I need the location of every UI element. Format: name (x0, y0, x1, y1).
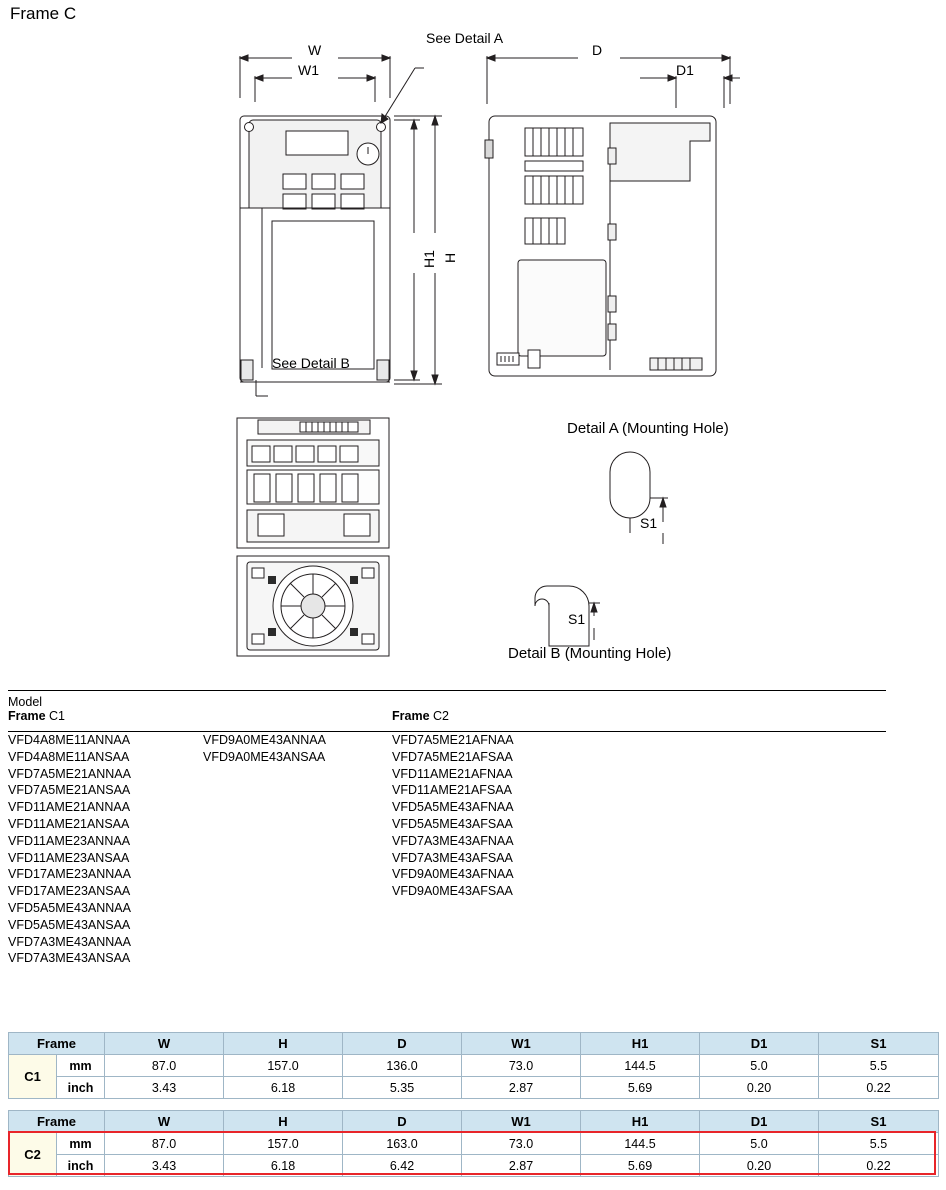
list-item: VFD7A3ME43ANNAA (8, 934, 131, 949)
c1-inch-w1: 2.87 (462, 1077, 581, 1099)
list-item: VFD7A5ME21ANSAA (8, 783, 131, 798)
list-item: VFD5A5ME43ANNAA (8, 900, 131, 915)
c2-frame-cell: C2 (9, 1133, 57, 1177)
c2-mm-h1: 144.5 (581, 1133, 700, 1155)
list-item: VFD7A5ME21ANNAA (8, 766, 131, 781)
dimension-label-h: H (442, 252, 458, 263)
c1-col-w1: W1 (462, 1033, 581, 1055)
list-item: VFD7A3ME43AFSAA (392, 850, 513, 865)
table-row (9, 1077, 939, 1099)
list-item: VFD5A5ME43AFSAA (392, 816, 513, 831)
c2-mm-d: 163.0 (343, 1133, 462, 1155)
model-column-c1-b (203, 732, 326, 766)
see-detail-b-label: See Detail B (272, 355, 350, 371)
c2-col-w1: W1 (462, 1111, 581, 1133)
spec-table-c1 (8, 1032, 939, 1099)
model-column-c1-a (8, 732, 131, 967)
list-item: VFD7A5ME21AFSAA (392, 749, 513, 764)
model-column-c2 (392, 732, 514, 900)
c1-mm-h1: 144.5 (581, 1055, 700, 1077)
c1-mm-d: 136.0 (343, 1055, 462, 1077)
c2-inch-d: 6.42 (343, 1155, 462, 1177)
dimension-label-d1: D1 (676, 62, 694, 78)
table-row (9, 1033, 939, 1055)
list-item: VFD11AME23ANSAA (8, 850, 130, 865)
mechanical-drawing (0, 28, 946, 678)
model-columns (8, 732, 938, 988)
detail-a-s1-label: S1 (640, 515, 658, 531)
c2-col-h: H (224, 1111, 343, 1133)
c2-col-s1: S1 (819, 1111, 939, 1133)
drawing-svg (0, 28, 946, 678)
list-item: VFD9A0ME43AFSAA (392, 884, 513, 899)
frame-c1-label (8, 709, 65, 723)
dimension-label-h1: H1 (421, 250, 437, 268)
model-heading: Model (8, 695, 43, 709)
c2-mm-d1: 5.0 (700, 1133, 819, 1155)
c2-unit-inch: inch (57, 1155, 105, 1177)
list-item: VFD4A8ME11ANNAA (8, 733, 131, 747)
detail-b-s1-label: S1 (568, 611, 586, 627)
c1-inch-w: 3.43 (105, 1077, 224, 1099)
c2-inch-w: 3.43 (105, 1155, 224, 1177)
c1-inch-h: 6.18 (224, 1077, 343, 1099)
c2-frame-header: Frame (9, 1111, 105, 1133)
c2-col-d: D (343, 1111, 462, 1133)
c2-mm-w1: 73.0 (462, 1133, 581, 1155)
table-row (9, 1111, 939, 1133)
list-item: VFD17AME23ANNAA (8, 867, 131, 882)
c2-col-d1: D1 (700, 1111, 819, 1133)
dimension-label-d: D (592, 42, 603, 58)
list-item: VFD11AME21ANNAA (8, 800, 131, 815)
c2-inch-h1: 5.69 (581, 1155, 700, 1177)
c1-inch-h1: 5.69 (581, 1077, 700, 1099)
page-title: Frame C (10, 4, 77, 23)
list-item: VFD9A0ME43ANNAA (203, 733, 326, 747)
frame-c2-label-bold: Frame (392, 709, 430, 723)
c2-inch-h: 6.18 (224, 1155, 343, 1177)
c1-inch-s1: 0.22 (819, 1077, 939, 1099)
frame-c2-label-rest: C2 (429, 709, 449, 723)
table-row (9, 1155, 939, 1177)
dimension-label-w1: W1 (298, 62, 319, 78)
table-row (9, 1055, 939, 1077)
c2-inch-d1: 0.20 (700, 1155, 819, 1177)
c1-col-h: H (224, 1033, 343, 1055)
list-item: VFD9A0ME43ANSAA (203, 749, 326, 764)
table-row (9, 1133, 939, 1155)
c2-mm-w: 87.0 (105, 1133, 224, 1155)
list-item: VFD7A3ME43ANSAA (8, 951, 131, 966)
c2-mm-s1: 5.5 (819, 1133, 939, 1155)
c1-col-w: W (105, 1033, 224, 1055)
c2-inch-w1: 2.87 (462, 1155, 581, 1177)
list-item: VFD11AME21ANSAA (8, 816, 130, 831)
c1-inch-d: 5.35 (343, 1077, 462, 1099)
list-item: VFD11AME21AFSAA (392, 783, 512, 798)
c1-col-h1: H1 (581, 1033, 700, 1055)
frame-c1-label-rest: C1 (45, 709, 65, 723)
c1-mm-w1: 73.0 (462, 1055, 581, 1077)
model-list-block (8, 690, 938, 988)
c1-mm-s1: 5.5 (819, 1055, 939, 1077)
c2-mm-h: 157.0 (224, 1133, 343, 1155)
list-item: VFD11AME23ANNAA (8, 833, 131, 848)
list-item: VFD5A5ME43AFNAA (392, 800, 514, 815)
c1-inch-d1: 0.20 (700, 1077, 819, 1099)
see-detail-a-label: See Detail A (426, 30, 504, 46)
model-frame-label-row (8, 709, 938, 728)
list-item: VFD9A0ME43AFNAA (392, 867, 514, 882)
c1-col-d1: D1 (700, 1033, 819, 1055)
detail-a-caption: Detail A (Mounting Hole) (567, 420, 729, 437)
list-item: VFD7A3ME43AFNAA (392, 833, 514, 848)
list-item: VFD17AME23ANSAA (8, 884, 131, 899)
c1-mm-d1: 5.0 (700, 1055, 819, 1077)
frame-c1-label-bold: Frame (8, 709, 46, 723)
c1-mm-w: 87.0 (105, 1055, 224, 1077)
list-item: VFD4A8ME11ANSAA (8, 749, 130, 764)
list-item: VFD11AME21AFNAA (392, 766, 513, 781)
dimension-label-w: W (308, 42, 322, 58)
c1-mm-h: 157.0 (224, 1055, 343, 1077)
c1-frame-header: Frame (9, 1033, 105, 1055)
list-item: VFD7A5ME21AFNAA (392, 733, 514, 747)
c1-col-s1: S1 (819, 1033, 939, 1055)
spec-table-c2 (8, 1110, 939, 1177)
c1-col-d: D (343, 1033, 462, 1055)
c2-inch-s1: 0.22 (819, 1155, 939, 1177)
c2-unit-mm: mm (57, 1133, 105, 1155)
list-item: VFD5A5ME43ANSAA (8, 917, 131, 932)
frame-c2-label (392, 709, 449, 723)
c2-col-w: W (105, 1111, 224, 1133)
c2-col-h1: H1 (581, 1111, 700, 1133)
c1-unit-mm: mm (57, 1055, 105, 1077)
c1-frame-cell: C1 (9, 1055, 57, 1099)
c1-unit-inch: inch (57, 1077, 105, 1099)
detail-b-caption: Detail B (Mounting Hole) (508, 645, 672, 662)
